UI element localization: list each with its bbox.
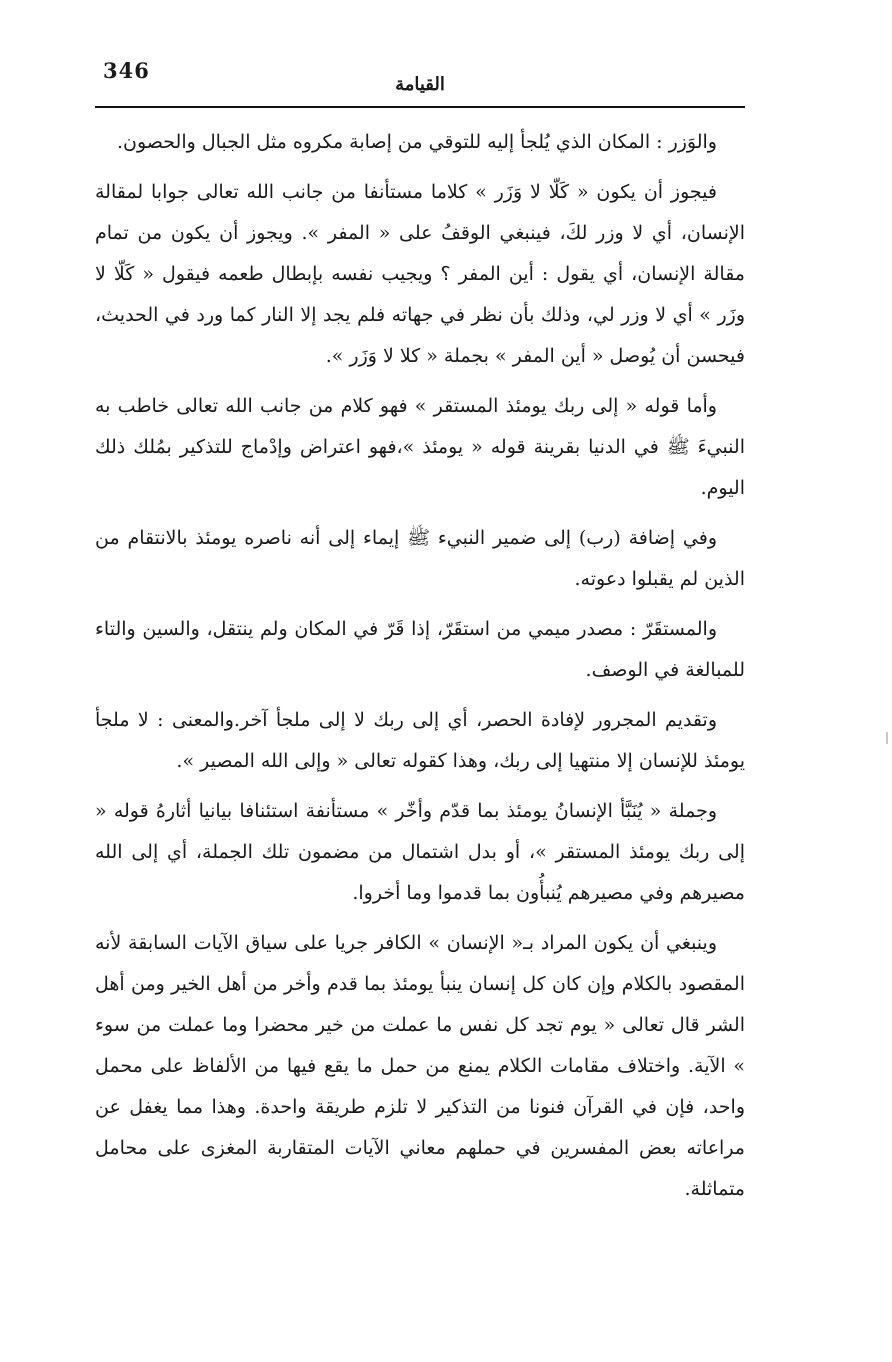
paragraph-mustaqarr: والمستقَرّ : مصدر ميمي من استقَرّ، إذا قَرّ في المكان ولم ينتقل، والسين والتاء للمبالغة في الوصف. [95, 618, 745, 681]
header-rule [95, 106, 745, 108]
page-header [95, 58, 745, 106]
running-title: القيامة [395, 74, 445, 95]
paragraph-al-murad-bil-insan: وينبغي أن يكون المراد بـ« الإنسان » الكافر جريا على سياق الآيات السابقة لأنه المقصود بالكلام وإن كان كل إنسان ينبأ يومئذ بما قدم وأخر من أهل الخير ومن أهل الشر قال تعالى « يوم تجد كل نفس ما عملت من خير محضرا وما عملت من سوء » الآية. واختلاف مقامات الكلام يمنع من حمل ما يقع فيها من الألفاظ على محمل واحد، فإن في القرآن فنونا من التذكير لا تلزم طريقة واحدة. وهذا مما يغفل عن مراعاته بعض المفسرين في حملهم معاني الآيات المتقاربة المغزى على محامل متماثلة. [95, 932, 745, 1200]
body-text [95, 122, 745, 1210]
paragraph-idafat-rabb: وفي إضافة (رب) إلى ضمير النبيء ﷺ إيماء إلى أنه ناصره يومئذ بالانتقام من الذين لم يقبلوا دعوته. [95, 527, 745, 590]
paragraph-wazar-definition: والوَزر : المكان الذي يُلجأ إليه للتوقي من إصابة مكروه مثل الجبال والحصون. [116, 131, 717, 153]
page-number: 346 [103, 58, 150, 83]
margin-mark [886, 732, 888, 744]
paragraph-yunabba-al-insan: وجملة « يُنَبَّأ الإنسانُ يومئذ بما قدّم وأخّر » مستأنفة استئنافا بيانيا أثارهُ قوله « إلى ربك يومئذ المستقر »، أو بدل اشتمال من مضمون تلك الجملة، أي إلى الله مصيرهم وفي مصيرهم يُنبأُون بما قدموا وما أخروا. [95, 800, 745, 904]
paragraph-kalla-la-wazar: فيجوز أن يكون « كَلّا لا وَزَر » كلاما مستأنفا من جانب الله تعالى جوابا لمقالة الإنسان، أي لا وزر لكَ، فينبغي الوقفُ على « المفر ». ويجوز أن يكون من تمام مقالة الإنسان، أي يقول : أين المفر ؟ ويجيب نفسه بإبطال طعمه فيقول « كَلّا لا وزَر » أي لا وزر لي، وذلك بأن نظر في جهاته فلم يجد إلا النار كما ورد في الحديث، فيحسن أن يُوصل « أين المفر » بجملة « كلا لا وَزَر ». [95, 181, 745, 367]
paragraph-taqdim-majrur: وتقديم المجرور لإفادة الحصر، أي إلى ربك لا إلى ملجأ آخر.والمعنى : لا ملجأ يومئذ للإنسان إلا منتهيا إلى ربك، وهذا كقوله تعالى « وإلى الله المصير ». [95, 709, 745, 772]
paragraph-ila-rabbika: وأما قوله « إلى ربك يومئذ المستقر » فهو كلام من جانب الله تعالى خاطب به النبيءَ ﷺ في الدنيا بقرينة قوله « يومئذ »،فهو اعتراض وإدْماج للتذكير بمُلك ذلك اليوم. [95, 395, 745, 499]
